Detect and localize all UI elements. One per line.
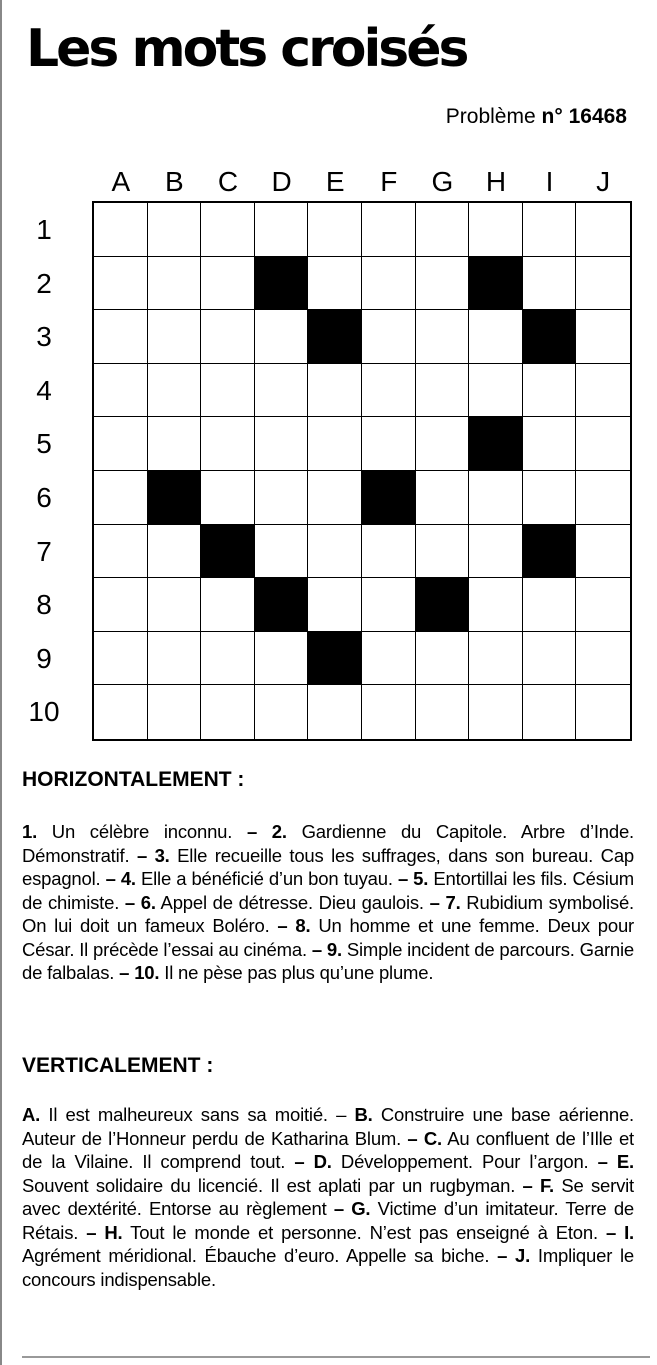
grid-cell-black [523,525,577,579]
grid-cell[interactable] [94,203,148,257]
column-label: B [165,166,184,197]
grid-cell[interactable] [576,364,630,418]
column-label: E [325,166,345,197]
grid-cell[interactable] [148,203,202,257]
grid-cell-black [523,310,577,364]
grid-cell[interactable] [148,257,202,311]
column-label: F [380,166,398,197]
clue-text: Souvent solidaire du licencié. Il est aplati par un rugbyman. [22,1174,523,1196]
grid-cell[interactable] [469,632,523,686]
grid-cell[interactable] [308,417,362,471]
grid-cell[interactable] [94,685,148,739]
clue-text: Se servit avec dextérité. Entorse au règlement [22,1174,634,1219]
grid-cell[interactable] [148,525,202,579]
grid-cell[interactable] [255,632,309,686]
row-label: 7 [36,535,52,567]
page-title: Les mots croisés [26,19,467,79]
grid-cell[interactable] [255,685,309,739]
clue-text: Un homme et une femme. Deux pour César. Il précède l’essai au cinéma. [22,915,634,960]
clue-text: Simple incident de parcours. Garnie de falbalas. [22,938,635,983]
grid-cell[interactable] [148,417,202,471]
clue-text: Impliquer le concours indispensable. [22,1245,634,1290]
grid-cell[interactable] [523,417,577,471]
grid-column-labels [94,164,630,200]
column-label: A [111,166,131,197]
grid-cell[interactable] [362,417,416,471]
clue-number: – 10. [119,962,160,983]
left-border-rule [0,0,2,1365]
row-label: 4 [36,374,52,406]
clue-number: – I. [605,1221,634,1243]
clue-number: – J. [497,1245,531,1266]
grid-cell[interactable] [416,632,470,686]
grid-cell[interactable] [416,525,470,579]
grid-cell-black [416,578,470,632]
grid-cell[interactable] [148,578,202,632]
bottom-divider [22,1356,650,1358]
grid-cell[interactable] [255,310,309,364]
clue-text: Rubidium symbolisé. On lui doit un fameux Boléro. [22,891,634,936]
clue-text: Entortillai les fils. Césium de chimiste. [22,868,634,913]
clue-number: – 4. [105,868,136,889]
grid-cell[interactable] [362,632,416,686]
grid-cell[interactable] [201,417,255,471]
clue-number: – 7. [429,891,461,913]
clue-text: Un célèbre inconnu. [37,821,247,842]
grid-cell[interactable] [362,578,416,632]
grid-cell[interactable] [362,203,416,257]
column-label: I [545,166,554,197]
clue-text: Gardienne du Capitole. Arbre d’Inde. Démonstratif. [22,821,634,866]
grid-cell-black [469,417,523,471]
grid-cell-black [308,310,362,364]
clue-number: – D. [294,1151,332,1172]
grid-cell[interactable] [362,364,416,418]
grid-cell[interactable] [201,203,255,257]
clue-text: Elle recueille tous les suffrages, dans son bureau. Cap espagnol. [22,844,634,889]
grid-cell[interactable] [308,685,362,739]
grid-cell[interactable] [362,525,416,579]
grid-cell[interactable] [308,364,362,418]
grid-cell[interactable] [255,525,309,579]
row-label: 8 [36,589,52,621]
grid-cell[interactable] [308,578,362,632]
grid-cell[interactable] [523,257,577,311]
grid-cell[interactable] [469,685,523,739]
grid-cell[interactable] [255,364,309,418]
grid-cell[interactable] [308,203,362,257]
grid-cell[interactable] [469,310,523,364]
grid-cell[interactable] [523,471,577,525]
grid-cell[interactable] [416,364,470,418]
grid-cell[interactable] [201,364,255,418]
clue-text: Tout le monde et personne. N’est pas enseigné à Eton. [122,1221,606,1243]
clue-number: – E. [597,1151,634,1172]
grid-cell[interactable] [201,257,255,311]
grid-cell[interactable] [576,578,630,632]
grid-cell-black [201,525,255,579]
grid-cell[interactable] [148,310,202,364]
grid-cell[interactable] [469,203,523,257]
grid-row-labels [22,203,88,739]
column-label: C [217,166,239,197]
grid-cell[interactable] [201,310,255,364]
clue-text: Elle a bénéficié d’un bon tuyau. [135,868,398,889]
grid-cell[interactable] [576,203,630,257]
clue-text: Développement. Pour l’argon. [331,1151,598,1172]
grid-cell[interactable] [308,257,362,311]
grid-cell[interactable] [362,685,416,739]
grid-cell[interactable] [469,364,523,418]
grid-cell[interactable] [576,417,630,471]
grid-cell[interactable] [308,471,362,525]
grid-cell[interactable] [148,685,202,739]
grid-cell[interactable] [201,471,255,525]
row-label: 5 [36,428,52,460]
grid-cell[interactable] [523,632,577,686]
clue-text: Agrément méridional. Ébauche d’euro. Appelle sa biche. [22,1245,498,1266]
grid-cell[interactable] [201,578,255,632]
clue-text: Construire une base aérienne. Auteur de l’Honneur perdu de Katharina Blum. [22,1104,634,1149]
clue-number: – 6. [124,891,156,913]
crossword-grid[interactable] [92,201,632,741]
grid-cell[interactable] [94,578,148,632]
grid-cell-black [308,632,362,686]
grid-cell[interactable] [416,203,470,257]
grid-cell[interactable] [255,471,309,525]
grid-cell[interactable] [308,525,362,579]
grid-cell[interactable] [576,525,630,579]
clue-number: B. [354,1104,373,1125]
grid-cell[interactable] [94,417,148,471]
grid-cell[interactable] [523,203,577,257]
row-label: 9 [36,642,52,674]
grid-cell-black [255,257,309,311]
problem-number [446,104,627,130]
vertical-clues [22,1103,634,1291]
grid-cell[interactable] [94,632,148,686]
vertical-heading: VERTICALEMENT : [22,1054,214,1077]
grid-cell[interactable] [94,310,148,364]
clue-number: – 3. [136,844,170,866]
horizontal-heading: HORIZONTALEMENT : [22,768,245,791]
clue-number: – G. [333,1198,371,1219]
grid-cell-black [469,257,523,311]
row-label: 3 [36,321,52,353]
column-label: D [271,166,292,197]
grid-cell[interactable] [523,364,577,418]
grid-cell[interactable] [469,578,523,632]
grid-cell[interactable] [362,257,416,311]
grid-cell[interactable] [576,685,630,739]
grid-cell[interactable] [576,310,630,364]
grid-cell[interactable] [416,685,470,739]
grid-cell[interactable] [416,471,470,525]
grid-cell[interactable] [255,203,309,257]
grid-cell[interactable] [576,257,630,311]
grid-cell[interactable] [94,257,148,311]
clue-text: Il est malheureux sans sa moitié. – [40,1104,355,1125]
clue-number: – F. [522,1174,554,1196]
problem-number-prefix: n° [541,105,563,128]
column-label: J [596,166,611,197]
row-label: 10 [28,696,60,728]
grid-cell[interactable] [416,257,470,311]
grid-cell[interactable] [469,525,523,579]
clue-number: 1. [22,821,38,842]
clue-number: – 8. [277,915,311,936]
grid-cell[interactable] [255,417,309,471]
clue-number: – 9. [311,938,342,960]
grid-cell[interactable] [523,578,577,632]
column-label: G [431,166,454,197]
clue-number: – H. [86,1221,123,1243]
grid-cell[interactable] [148,364,202,418]
problem-label: Problème [445,105,536,128]
clue-text: Au confluent de l’Ille et de la Vilaine. Il comprend tout. [22,1127,634,1172]
row-label: 6 [36,482,52,513]
grid-cell-black [148,471,202,525]
row-label: 2 [36,267,52,299]
grid-cell[interactable] [576,632,630,686]
clue-number: – 5. [397,868,429,889]
grid-cell[interactable] [523,685,577,739]
problem-number-value: 16468 [568,105,627,128]
grid-cell-black [362,471,416,525]
horizontal-clues [22,820,634,985]
grid-cell-black [255,578,309,632]
grid-cell[interactable] [576,471,630,525]
grid-cell[interactable] [416,417,470,471]
grid-cell[interactable] [94,525,148,579]
grid-cell[interactable] [201,632,255,686]
clue-text: Il ne pèse pas plus qu’une plume. [159,962,434,983]
column-label: H [485,166,507,197]
clue-number: – 2. [246,821,287,842]
grid-cell[interactable] [362,310,416,364]
grid-cell[interactable] [416,310,470,364]
clue-text: Appel de détresse. Dieu gaulois. [155,891,430,913]
grid-cell[interactable] [94,364,148,418]
row-label: 1 [36,214,52,245]
grid-cell[interactable] [148,632,202,686]
grid-cell[interactable] [94,471,148,525]
grid-cell[interactable] [201,685,255,739]
clue-number: A. [22,1104,41,1125]
clue-text: Victime d’un imitateur. Terre de Rétais. [22,1198,634,1243]
grid-cell[interactable] [469,471,523,525]
clue-number: – C. [407,1127,442,1149]
